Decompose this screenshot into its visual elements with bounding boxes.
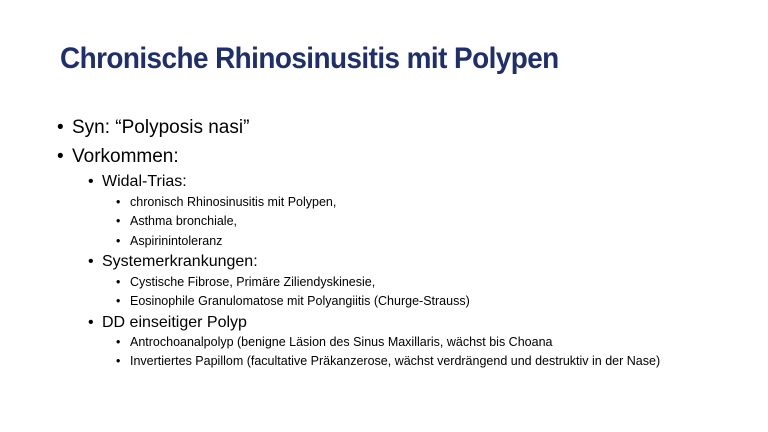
list-item-text: Antrochoanalpolyp (benigne Läsion des Sinus Maxillaris, wächst bis Choana [130, 335, 553, 349]
list-item-text: Vorkommen: [72, 146, 179, 167]
bullet-icon: • [116, 195, 121, 209]
bullet-icon: • [88, 173, 94, 190]
bullet-icon: • [116, 275, 121, 289]
list-item-vorkommen [57, 146, 179, 168]
list-item-widal-1 [116, 195, 337, 209]
list-item-text: Cystische Fibrose, Primäre Ziliendyskinesie, [130, 275, 376, 289]
bullet-icon: • [116, 214, 121, 228]
list-item-text: Invertiertes Papillom (facultative Präkanzerose, wächst verdrängend und destruktiv in der Nase) [130, 354, 661, 368]
bullet-icon: • [116, 335, 121, 349]
list-item-widal-2 [116, 214, 238, 228]
list-item-dd-1 [116, 335, 553, 349]
list-item-systemerkrankungen [88, 253, 258, 271]
slide-title: Chronische Rhinosinusitis mit Polypen [60, 42, 559, 75]
bullet-icon: • [57, 146, 64, 167]
list-item-dd-einseitiger-polyp [88, 314, 247, 332]
list-item-widal-3 [116, 234, 223, 248]
bullet-icon: • [57, 117, 64, 138]
list-item-text: DD einseitiger Polyp [102, 314, 247, 331]
list-item-text: Widal-Trias: [102, 173, 187, 190]
list-item-dd-2 [116, 354, 661, 368]
bullet-icon: • [88, 253, 94, 270]
bullet-icon: • [116, 354, 121, 368]
list-item-system-1 [116, 275, 376, 289]
list-item-text: Asthma bronchiale, [130, 214, 238, 228]
bullet-icon: • [116, 234, 121, 248]
list-item-text: Aspirinintoleranz [130, 234, 223, 248]
bullet-icon: • [88, 314, 94, 331]
list-item-text: chronisch Rhinosinusitis mit Polypen, [130, 195, 337, 209]
list-item-widal-trias [88, 173, 187, 191]
list-item-system-2 [116, 294, 470, 308]
list-item-text: Systemerkrankungen: [102, 253, 258, 270]
list-item-synonym [57, 117, 250, 139]
list-item-text: Syn: “Polyposis nasi” [72, 117, 250, 138]
bullet-icon: • [116, 294, 121, 308]
list-item-text: Eosinophile Granulomatose mit Polyangiitis (Churge-Strauss) [130, 294, 470, 308]
